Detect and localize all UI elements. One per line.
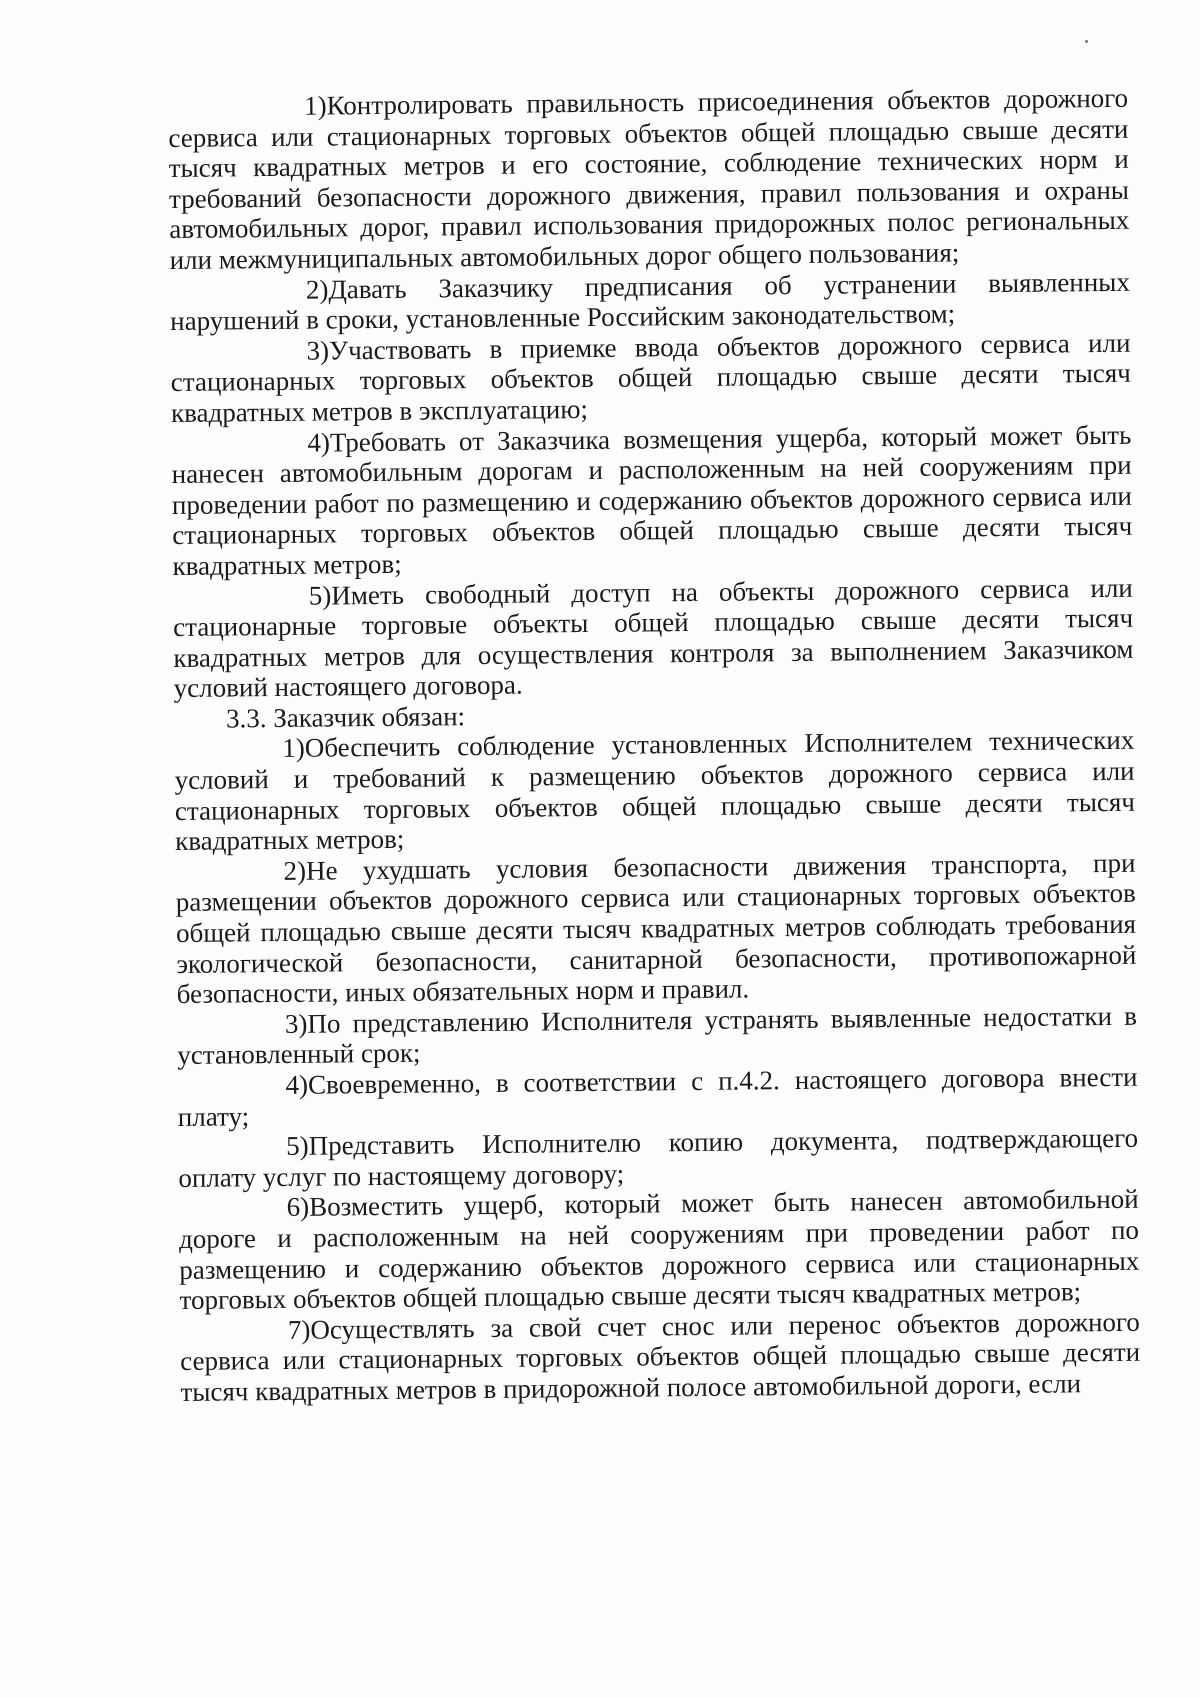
item-number: 2)	[305, 274, 329, 305]
item-text: Не ухудшать условия безопасности движения транспорта, при размещении объектов дорожного сервиса или стационарных торговых объектов общей площадью свыше десяти тысяч квадратных метров соблюдать требования экологической безопасности, санитарной безопасности, противопожарной безопасности, иных обязательных норм и правил.	[175, 847, 1137, 1010]
contractor-right-item	[170, 328, 1131, 429]
item-number: 3)	[284, 1008, 308, 1039]
contract-text	[168, 83, 1141, 1408]
item-number: 4)	[285, 1069, 309, 1100]
item-number: 4)	[307, 426, 331, 458]
contractor-right-item	[170, 266, 1131, 336]
customer-obligation-item	[178, 1123, 1139, 1193]
item-text: Требовать от Заказчика возмещения ущерба, который может быть нанесен автомобильным дорогам и расположенным на ней сооружениям при проведении работ по размещению и содержанию объектов дорожного сервиса или стационарных торговых объектов общей площадью свыше десяти тысяч квадратных метров;	[171, 419, 1133, 581]
item-number: 1)	[282, 733, 305, 764]
contractor-right-item	[171, 419, 1132, 581]
item-number: 3)	[306, 335, 330, 366]
item-number: 7)	[287, 1314, 311, 1345]
customer-obligation-item	[179, 1184, 1140, 1316]
item-text: Контролировать правильность присоединения объектов дорожного сервиса или стационарных торговых объектов общей площадью свыше десяти тысяч квадратных метров и его состояние, соблюдение технических норм и требований безопасности дорожного движения, правил пользования и охраны автомобильных дорог, правил использования придорожных полос региональных или межмуниципальных автомобильных дорог общего пользования;	[168, 82, 1130, 275]
item-text: Представить Исполнителю копию документа, подтверждающего оплату услуг по настоящему договору;	[178, 1122, 1139, 1193]
contractor-right-item	[168, 83, 1130, 276]
item-number: 5)	[285, 1130, 309, 1162]
item-text: Возместить ущерб, который может быть нанесен автомобильной дороге и расположенным на ней сооружениям при проведении работ по размещению и содержанию объектов дорожного сервиса или стационарных торговых объектов общей площадью свыше десяти тысяч квадратных метров;	[178, 1184, 1140, 1316]
customer-obligation-item	[174, 725, 1135, 857]
item-text: Обеспечить соблюдение установленных Исполнителем технических условий и требований к размещению объектов дорожного сервиса или стационарных торговых объектов общей площадью свыше десяти тысяч квадратных метров;	[174, 725, 1135, 857]
item-text: Иметь свободный доступ на объекты дорожного сервиса или стационарные торговые объекты общей площадью свыше десяти тысяч квадратных метров для осуществления контроля за выполнением Заказчиком условий настоящего договора.	[172, 572, 1134, 704]
item-number: 1)	[303, 90, 327, 121]
item-text: По представлению Исполнителя устранять выявленные недостатки в установленный срок;	[177, 1000, 1138, 1071]
item-number: 6)	[286, 1192, 310, 1223]
item-text: Осуществлять за свой счет снос или перенос объектов дорожного сервиса или стационарных торговых объектов общей площадью свыше десяти тысяч квадратных метров в придорожной полосе автомобильной дороги, если	[180, 1306, 1141, 1407]
customer-obligation-item	[177, 1001, 1138, 1071]
contractor-right-item	[173, 572, 1134, 704]
customer-obligation-item	[177, 1062, 1138, 1132]
item-text: Своевременно, в соответствии с п.4.2. настоящего договора внести плату;	[177, 1061, 1138, 1132]
item-text: Давать Заказчику предписания об устранении выявленных нарушений в сроки, установленные Российским законодательством;	[170, 266, 1131, 337]
customer-obligation-item	[180, 1306, 1141, 1407]
scan-speck	[1085, 40, 1088, 43]
item-number: 2)	[283, 855, 307, 886]
section-heading: 3.3. Заказчик обязан:	[225, 701, 466, 734]
item-text: Участвовать в приемке ввода объектов дорожного сервиса или стационарных торговых объектов общей площадью свыше десяти тысяч квадратных метров в эксплуатацию;	[170, 327, 1131, 428]
customer-obligation-item	[175, 848, 1136, 1010]
item-number: 5)	[308, 579, 332, 611]
